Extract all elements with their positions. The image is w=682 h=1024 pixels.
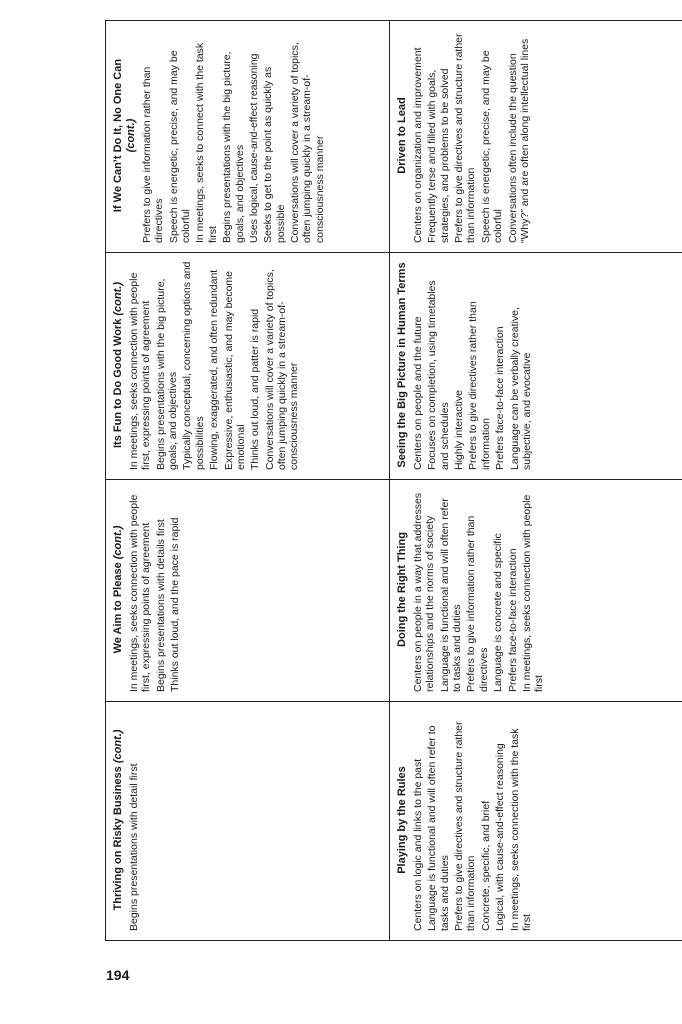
heading-title: We Aim to Please — [112, 562, 124, 654]
table-row-bottom — [390, 21, 682, 941]
list-item: Logical, with cause-and-effect reasoning — [494, 743, 507, 931]
cell-we-aim-to-please — [106, 480, 390, 702]
list-item: In meetings, seeks connection with people first, expressing points of agreement — [127, 494, 153, 692]
communication-styles-table — [105, 20, 682, 941]
item-list — [412, 28, 531, 243]
list-item: Thinks out loud, and patter is rapid — [249, 308, 262, 470]
list-item: Prefers to give information rather than directives — [465, 515, 490, 692]
list-item: Language is functional and will often refer to tasks and duties — [426, 725, 451, 931]
list-item: Focuses on completion, using timetables and schedules — [426, 280, 451, 470]
item-list — [412, 260, 533, 470]
list-item: Conversations often include the question “Why?” and are often along intellectual lines — [506, 38, 531, 243]
list-item: Prefers face-to-face interaction — [506, 548, 519, 692]
heading-cont: (cont.) — [112, 729, 124, 764]
list-item: Speech is energetic, precise, and may be colorful — [167, 50, 193, 243]
list-item: Centers on organization and improvement — [411, 47, 424, 243]
heading-title: Playing by the Rules — [396, 766, 408, 874]
list-item: Centers on logic and links to the past — [411, 758, 424, 931]
list-item: Thinks out loud, and the pace is rapid — [169, 517, 182, 692]
list-item: Prefers face-to-face interaction — [494, 326, 507, 470]
list-item: Begins presentations with detail first — [127, 763, 140, 931]
list-item: Conversations will cover a variety of topics, often jumping quickly in a stream-of-consciousness manner — [263, 269, 301, 470]
column-heading — [396, 260, 409, 470]
list-item: Prefers to give information rather than directives — [140, 66, 166, 243]
column-heading — [112, 487, 125, 692]
heading-title: Thriving on Risky Business — [112, 766, 124, 911]
page-number: 194 — [106, 967, 130, 983]
list-item: Prefers to give directives and structure rather than information — [453, 33, 478, 243]
list-item: Flowing, exaggerated, and often redundant — [208, 269, 221, 470]
column-heading — [112, 260, 125, 470]
list-item: Centers on people and the future — [411, 316, 424, 470]
rotated-table-container — [105, 33, 682, 941]
list-item: Highly interactive — [453, 390, 466, 470]
heading-title: Doing the Right Thing — [396, 532, 408, 647]
cell-if-we-cant-do-it — [106, 21, 390, 253]
cell-doing-the-right-thing — [390, 480, 682, 702]
item-list — [412, 487, 546, 692]
list-item: Centers on people in a way that addresses relationships and the norms of society — [411, 492, 437, 692]
cell-its-fun-to-do-good-work — [106, 253, 390, 480]
heading-cont: (cont.) — [112, 282, 124, 316]
list-item: Begins presentations with the big picture, goals, and objectives — [154, 278, 180, 470]
list-item: Begins presentations with the big picture, goals, and objectives — [221, 51, 246, 243]
list-item: Prefers to give directives and structure rather than information — [453, 721, 478, 931]
item-list — [141, 28, 326, 243]
item-list — [412, 709, 533, 931]
list-item: Seeks to get to the point as quickly as possible — [262, 66, 287, 243]
list-item: Uses logical, cause-and-effect reasoning — [247, 53, 260, 243]
heading-cont: (cont.) — [124, 118, 137, 153]
column-heading — [112, 28, 138, 243]
item-list — [128, 709, 140, 931]
list-item: In meetings, seeks connection with the task first — [508, 728, 533, 931]
list-item: Language is functional and will often refer to tasks and duties — [438, 498, 464, 692]
heading-title: Driven to Lead — [396, 97, 408, 174]
list-item: Expressive, enthusiastic, and may become emotional — [222, 270, 247, 470]
item-list — [128, 487, 182, 692]
list-item: Language can be verbally creative, subjective, and evocative — [508, 307, 533, 470]
list-item: Concrete, specific, and brief — [479, 800, 492, 931]
list-item: In meetings, seeks to connect with the task first — [194, 42, 219, 243]
cell-playing-by-the-rules — [390, 702, 682, 941]
list-item: Conversations will cover a variety of topics, often jumping quickly in a stream-of-consciousness manner — [289, 42, 326, 243]
list-item: Prefers to give directives rather than information — [467, 301, 492, 470]
column-heading — [396, 709, 409, 931]
list-item: In meetings, seeks connection with people first, expressing points of agreement — [127, 272, 153, 470]
list-item: Begins presentations with details first — [154, 519, 167, 692]
cell-driven-to-lead — [390, 21, 682, 253]
cell-seeing-the-big-picture — [390, 253, 682, 480]
heading-cont: (cont.) — [112, 525, 124, 560]
heading-title: Its Fun to Do Good Work — [112, 318, 124, 449]
list-item: Frequently terse and filled with goals, strategies, and problems to be solved — [426, 68, 451, 243]
list-item: In meetings, seeks connection with people first — [520, 494, 546, 692]
heading-title: If We Can’t Do It, No One Can — [112, 58, 124, 213]
heading-title: Seeing the Big Picture in Human Terms — [396, 262, 408, 468]
list-item: Typically conceptual, concerning options and possibilities — [181, 261, 206, 470]
table-row-top — [106, 21, 390, 941]
list-item: Language is concrete and specific — [492, 533, 505, 692]
column-heading — [396, 487, 409, 692]
column-heading — [396, 28, 409, 243]
list-item: Speech is energetic, precise, and may be colorful — [479, 50, 505, 243]
column-heading — [112, 709, 125, 931]
cell-thriving-on-risky-business — [106, 702, 390, 941]
item-list — [128, 260, 301, 470]
